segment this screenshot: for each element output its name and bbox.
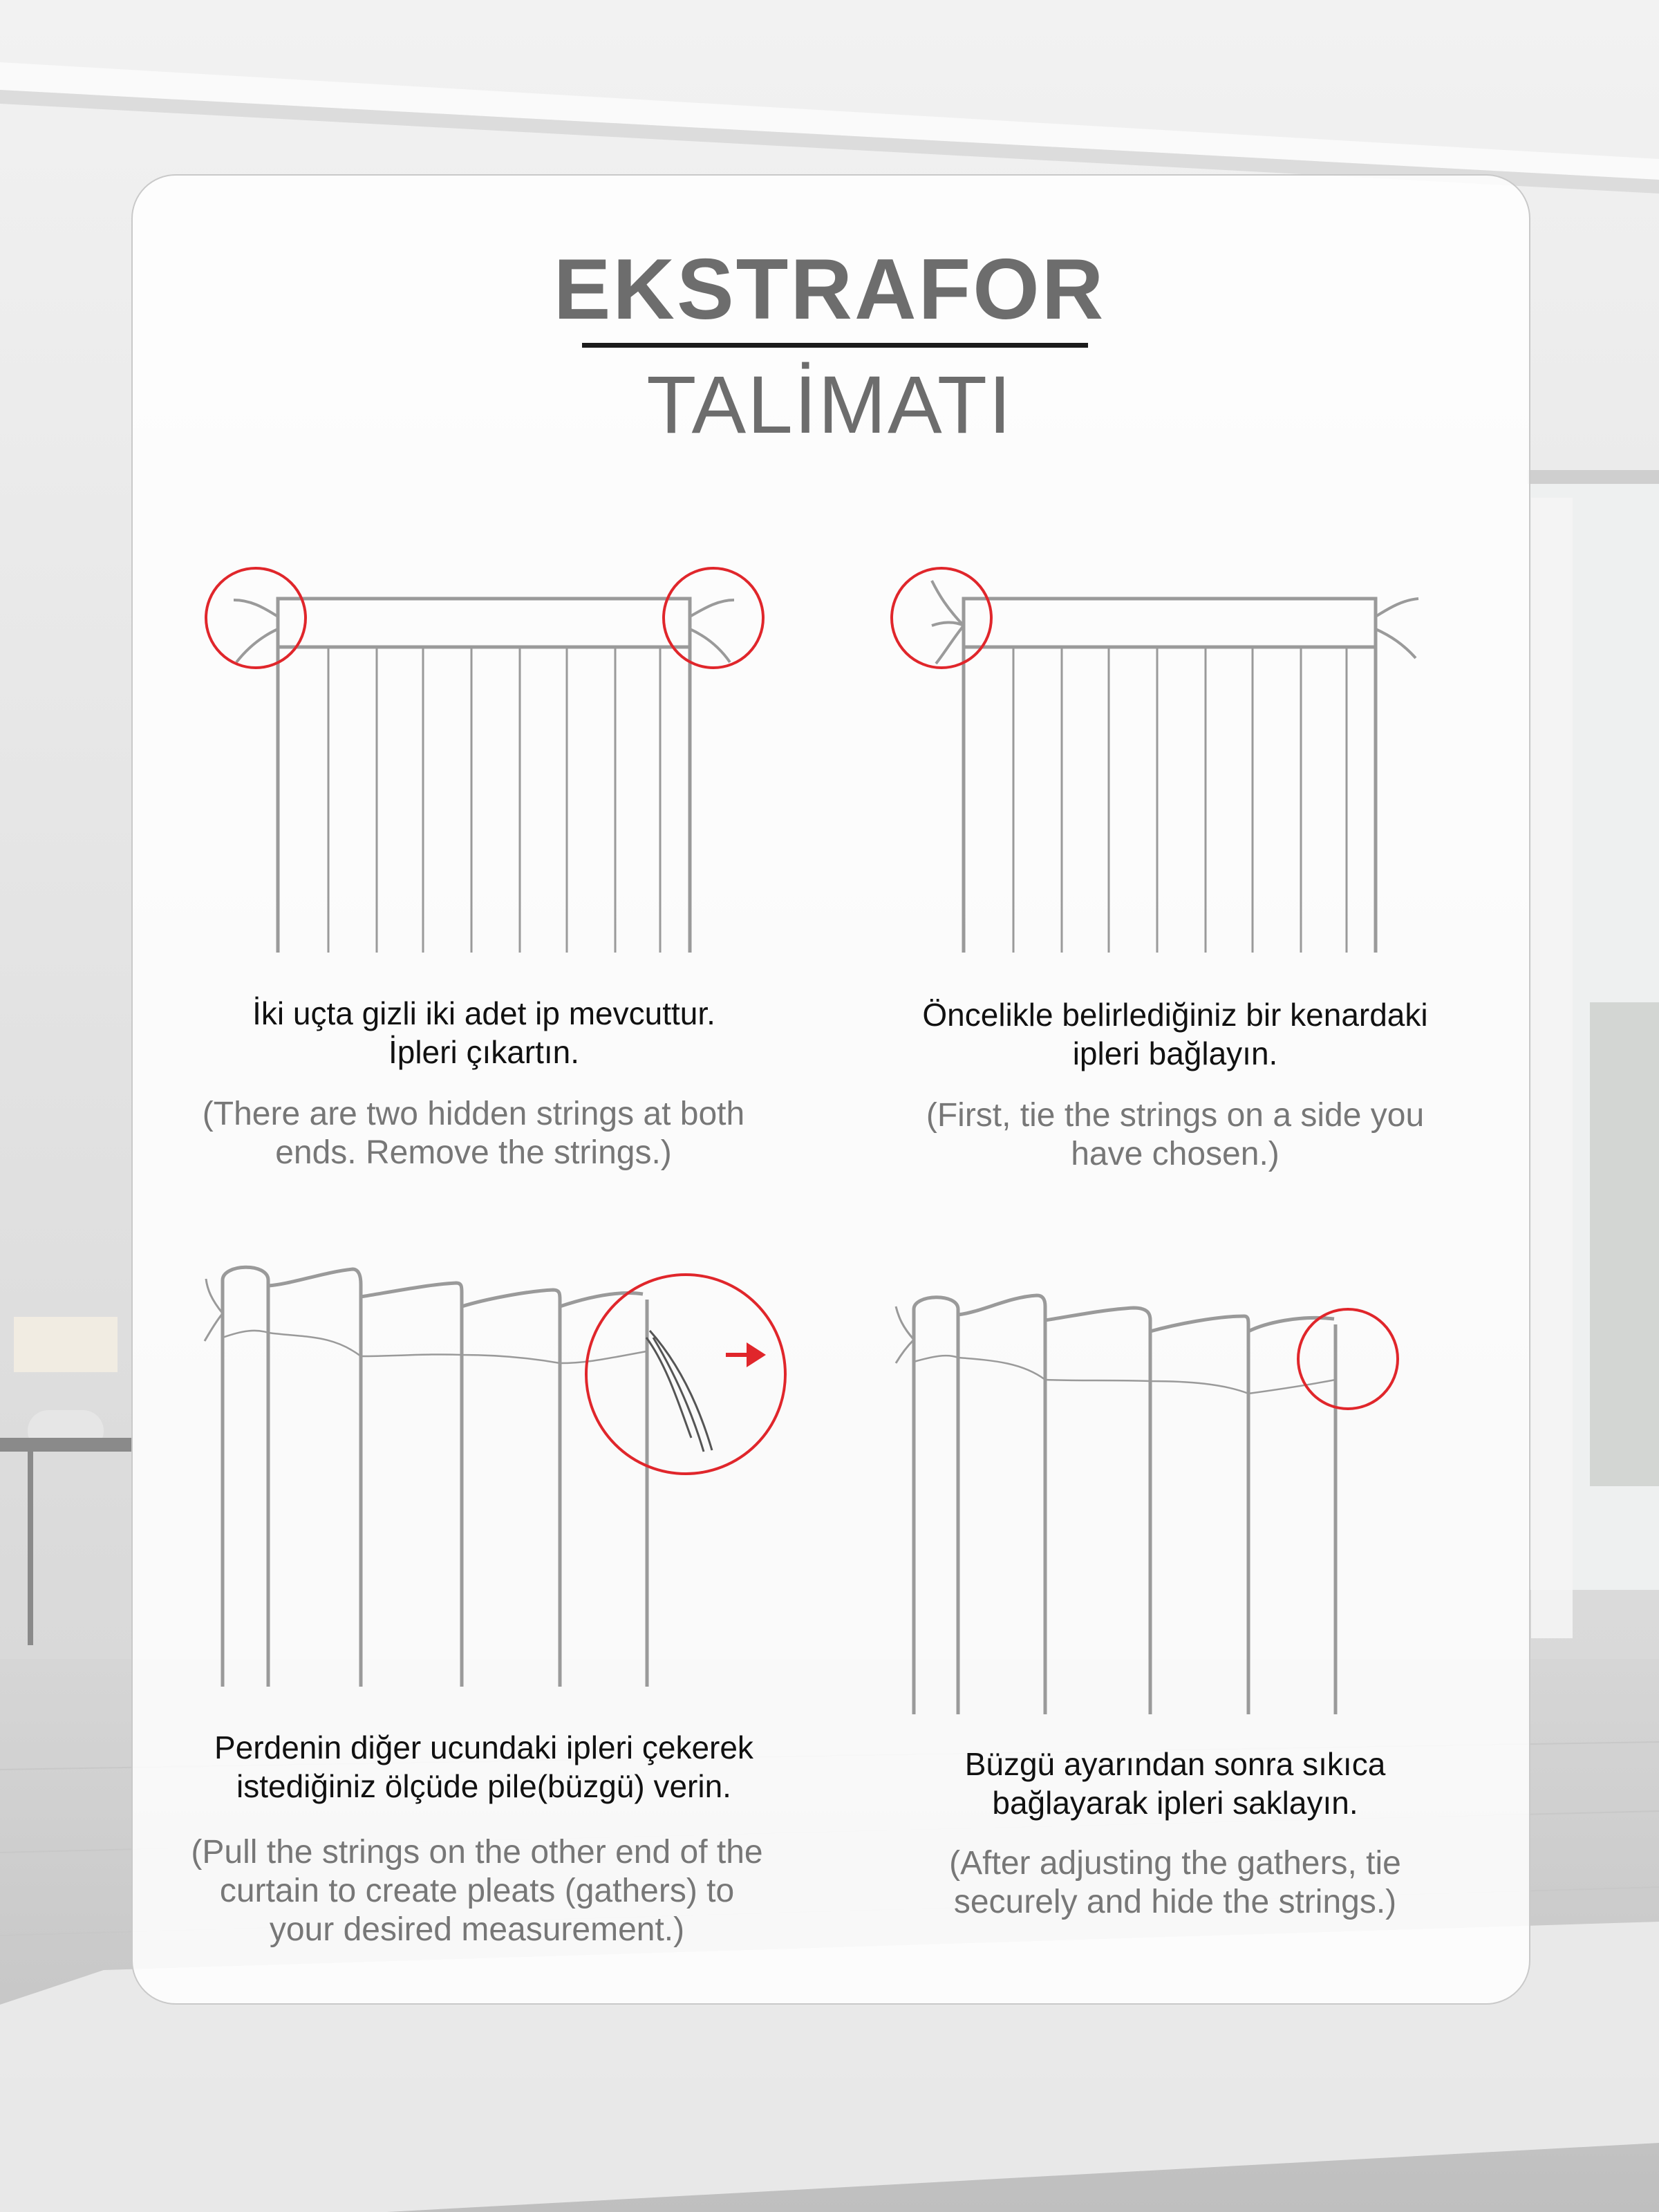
step-3-tr-line1: Perdenin diğer ucundaki ipleri çekerek xyxy=(214,1730,753,1765)
tied-string-knot xyxy=(205,1279,223,1341)
step-1-turkish xyxy=(145,994,823,1071)
pleat-string-line xyxy=(223,1331,646,1363)
step-1-en-line1: (There are two hidden strings at both xyxy=(202,1096,745,1132)
step-2-tr-line2: ipleri bağlayın. xyxy=(1072,1035,1278,1071)
page-title: EKSTRAFOR xyxy=(553,242,1106,337)
step-2-diagram xyxy=(892,568,1418,953)
pleat-verticals xyxy=(914,1306,1335,1714)
string-right-bottom xyxy=(690,629,730,662)
step-3-en-line2: curtain to create pleats (gathers) to xyxy=(219,1873,735,1909)
step-4-turkish xyxy=(836,1745,1514,1822)
step-2-english xyxy=(843,1096,1507,1174)
step-2-turkish xyxy=(836,995,1514,1073)
step-2-tr-line1: Öncelikle belirlediğiniz bir kenardaki xyxy=(922,997,1428,1033)
string-right-top xyxy=(1376,599,1418,617)
step-3-en-line3: your desired measurement.) xyxy=(269,1911,685,1948)
curtain-fold-lines xyxy=(1013,647,1347,953)
highlight-circle-left xyxy=(206,568,306,668)
curtain-fold-lines xyxy=(328,647,660,953)
string-left-top xyxy=(234,600,278,617)
step-2-en-line2: have chosen.) xyxy=(1071,1136,1280,1172)
pleat-verticals xyxy=(223,1280,647,1687)
highlight-circle-right xyxy=(664,568,763,668)
highlight-circle-left xyxy=(892,568,991,668)
step-4-tr-line1: Büzgü ayarından sonra sıkıca xyxy=(964,1746,1386,1782)
tied-string-knot xyxy=(932,581,964,664)
curtain-header-tape xyxy=(278,599,690,647)
pleated-curtain-top xyxy=(223,1267,643,1326)
page-subtitle: TALİMATI xyxy=(646,359,1013,451)
step-1-tr-line1: İki uçta gizli iki adet ip mevcuttur. xyxy=(252,995,715,1031)
step-3-english xyxy=(138,1833,816,1949)
step-1-en-line2: ends. Remove the strings.) xyxy=(275,1134,672,1171)
step-3-diagram xyxy=(205,1267,785,1687)
highlight-circle-right xyxy=(1298,1309,1398,1409)
step-4-tr-line2: bağlayarak ipleri saklayın. xyxy=(992,1785,1358,1821)
step-3-tr-line2: istediğiniz ölçüde pile(büzgü) verin. xyxy=(236,1768,731,1804)
step-1-tr-line2: İpleri çıkartın. xyxy=(388,1034,580,1070)
step-1-diagram xyxy=(206,568,763,953)
string-left-bottom xyxy=(236,629,278,662)
step-3-en-line1: (Pull the strings on the other end of the xyxy=(191,1834,763,1871)
pleat-string-line xyxy=(914,1356,1335,1394)
step-3-turkish xyxy=(138,1728,830,1806)
string-right-top xyxy=(690,600,734,617)
pull-arrow-head xyxy=(747,1342,766,1367)
pulled-strings xyxy=(646,1331,712,1452)
tied-string-knot-left xyxy=(896,1306,914,1363)
step-4-en-line1: (After adjusting the gathers, tie xyxy=(949,1845,1401,1882)
pleated-curtain-top xyxy=(914,1295,1334,1348)
step-1-english xyxy=(145,1095,802,1172)
curtain-header-tape xyxy=(964,599,1376,647)
step-4-english xyxy=(836,1844,1514,1922)
highlight-circle-pull xyxy=(586,1275,785,1474)
step-2-en-line1: (First, tie the strings on a side you xyxy=(926,1097,1425,1134)
step-4-diagram xyxy=(896,1295,1398,1714)
string-right-bottom xyxy=(1376,629,1416,658)
step-4-en-line2: securely and hide the strings.) xyxy=(953,1884,1397,1920)
